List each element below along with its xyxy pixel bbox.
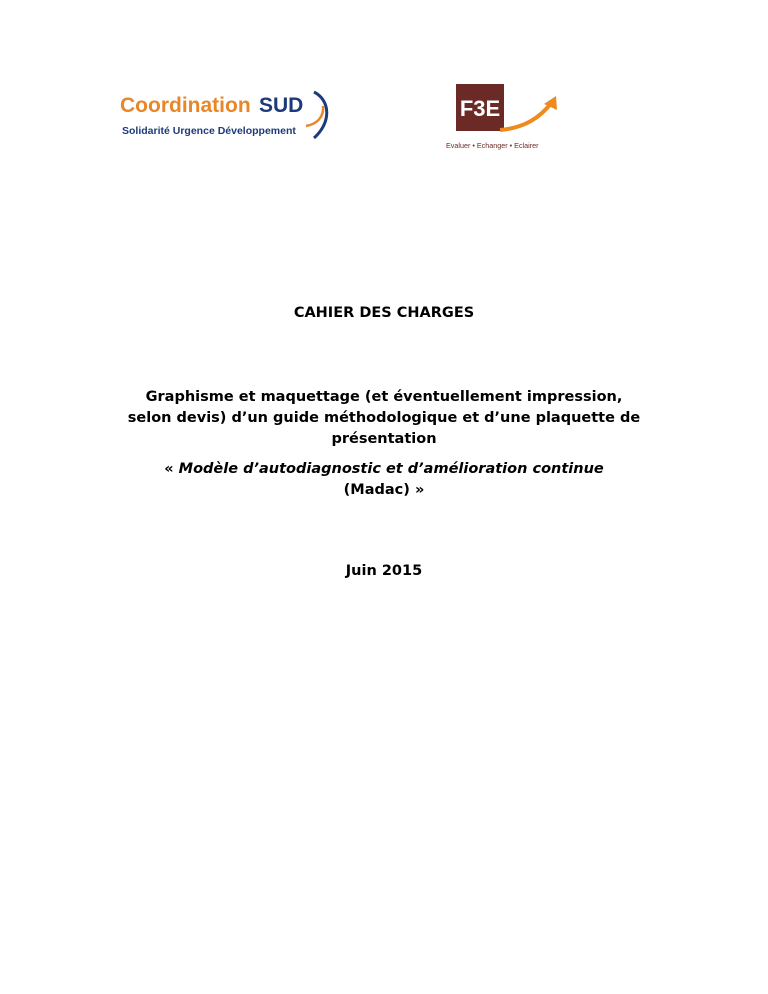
logo-word-sud: SUD — [259, 94, 304, 117]
guide-italic-title: Modèle d’autodiagnostic et d’amélioration continue — [178, 461, 604, 477]
subtitle-line-2: selon devis) d’un guide méthodologique et d’une plaquette de — [127, 410, 641, 426]
f3e-tagline: Evaluer • Echanger • Eclairer — [446, 141, 539, 150]
coordination-sud-logo — [118, 86, 333, 144]
logo-arc-orange — [306, 106, 323, 126]
document-title — [0, 303, 768, 324]
document-date — [0, 561, 768, 582]
guide-name-line-1 — [0, 459, 768, 480]
subtitle-line-3: présentation — [331, 431, 437, 447]
date-text: Juin 2015 — [345, 563, 423, 579]
f3e-arrow-line — [500, 102, 552, 130]
document-subtitle — [0, 387, 768, 450]
guide-open-quote: « — [164, 461, 179, 477]
logo-arc-blue — [314, 92, 327, 138]
guide-name — [0, 459, 768, 501]
logo-tagline-coord: Solidarité Urgence Développement — [122, 125, 296, 137]
logo-word-coordination: Coordination — [120, 94, 251, 117]
f3e-mark: F3E — [459, 96, 501, 121]
title-text: CAHIER DES CHARGES — [293, 305, 475, 321]
guide-name-line-2: (Madac) » — [343, 482, 425, 498]
subtitle-line-1: Graphisme et maquettage (et éventuellement impression, — [145, 389, 623, 405]
f3e-logo — [444, 82, 564, 154]
